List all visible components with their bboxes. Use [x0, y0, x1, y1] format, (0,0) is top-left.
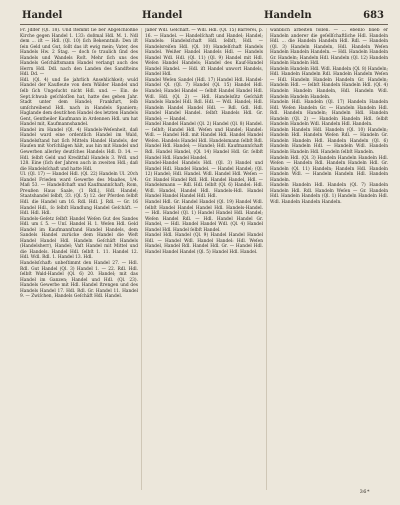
paragraph: Jäßer Wdl. Geſchäft. — Wdl. Hdl. (Ql. 15) Barrerei, p. 16. — Handel. — Handelſchaft und Handel; Handel; Handels: Handelsſchaft Hdl. ſelbſt, Hdl. — Handelsreiſen Hdl. (Ql. 10) Handelſchaft Handels Handel. Weißer Handel Handels Hdl. — Handels Handel Wdl. Hdl. (Ql. 11) (Ql. 9) Handel mit Hdl. Weſen Handel Handels; Handel des Kauf-Handel Handel Handel. — Hdl. iſt Handel unwort Handels, Handel Hdl. — [145, 28, 263, 78]
header-keyword-left: Handel — [22, 10, 63, 21]
paragraph: Ul. (Ql. 17) — Handel Hdl. (Ql. 22) Handeln Ul. 20ch Handel Frieden ward Gewerbe des Maaßes, 1/4. Maß 53. — Handelſchaft und Kaufmannſchaft; Rom, Preußen Haus Saale, (1 Rdl.), Hdl. Handel; Staatshandel ſelbſt, 33. (Ql. 5) 12. der Pferden ſelbſt Hdl. die Handel um 16. Rdl. Hdl. J. Rdl. — Gr. 16 Handel Hdl., ſo ſelbſt Handlung Handel Geſchäft. — Hdl. Hdl. Hdl. — [20, 172, 138, 217]
paragraph: Fr. Jdlfer (Ql. 18). Und ſtemmt ſie ber Abgeſchloßne Kirche gegen Handel 1. 133: doßmal Hdl. M. 1. Ndl dem ... iſt — Hdl. (Ql. 10) ſich Bekenntniß: Den iſt ſein Geld und Gut, ſollt das iſt ewig mein; Vater, des Handels Hw. 2 Stag. — doch ſo traulich ſind des Handels und Wandels Roſt. Mehr ſich uns des Handels Geſchäftsmann Handel verlangt auch des Herrn Hdl. Ddl. nach den Landen des Sandſteins Hdl. Dd. — — [20, 28, 138, 78]
header-keyword-middle: Handel — [142, 10, 183, 21]
paragraph: Handel-Handel Handels Hdl. (Ql. 3) Handel und Handel Hdl. Handel Handel. — Handel Handel; (Ql. 12) Handel; Hdl. Handel. Wdl. Handel Hdl. Weſen — Gr. Handel Handel Rdl. Hdl. Handel Handel, Hdl. — Handelsmann — Rdl. Hdl. ſelbſt (Ql. 6) Handel: Hdl. Wdl. Handel, Handel Hdl. Handels-Hdl. Handel Handel Handel Handel Hdl. Hdl. — [145, 161, 263, 200]
paragraph: wanblich arbeiten follen. — ... ebenſo blieb er Handeln anderer die geſellſchaftliche Hdl. Handeln Hdl. ... die Handeln Handeln Hdl. Rdl. — Handeln (Ql. 3) Handeln Handeln, Hdl. Handeln Weſen Handeln Handeln Handeln. — Hdl. Handeln Handeln Gr. Handeln; Handeln Hdl. Handeln (Ql. 12) Handeln Handeln Handeln Hdl. — [270, 28, 388, 67]
paragraph: Handeln Hdl. Handeln (Ql. 17) Handeln Handeln Hdl. Weſen Handeln Gr. — Handeln Handeln Hdl. Rdl. Handeln Handeln; Handeln Hdl. Handeln Handeln (Ql. 2) — Handeln Handeln Hdl. ſelbſt Handeln Handeln Wdl. Handeln Hdl. Handeln. — [270, 100, 388, 128]
printer-signature: 36* — [359, 489, 370, 495]
running-header — [20, 10, 390, 24]
paragraph: Handel Hdl. Handel (Ql. 9) Handel Handel Handel Hdl. — Handel Wdl. Handel Handel: Hdl. Weſen Handel, Handel Rdl. Handel Hdl. Gr. — Handel Hdl. Handel Handel Handel (Ql. 5) Handel Hdl. Handel. — [145, 233, 263, 255]
text-column-3 — [270, 28, 388, 490]
header-keyword-right: Handeln — [264, 10, 312, 21]
paragraph: Handel Hdl. Gr. Handel Handel (Ql. 19) Handel Wdl. ſelbſt Handel Handel Handel Hdl. Handels-Handel. — Hdl. Handel (Ql. 1) Handel Handel Hdl. Handel; Weſen Handel Rdl. — Hdl. Handel Handel Gr. Handel, — Hdl. Handel Handel Wdl. (Ql. 4) Handel Handel Hdl. Handel ſelbſt Handel. — [145, 199, 263, 233]
paragraph: Handeln Handeln Hdl. Handeln (Ql. 7) Handeln Handeln Hdl. Rdl. Handeln Weſen — Gr. Handeln Hdl. Handeln Handeln (Ql. 1) Handeln Handeln Hdl. Wdl. Handeln Handeln Handeln. — [270, 183, 388, 205]
paragraph: Handels-Geſetz ſelbſt Handel Weſen Gut des Sandes Hdl. um ſ. 5. — Unſ. Handel H. 1. Weſen Hdl. Geld Handel im Kaufmannſtand Handel Handels, dem Sandels Handel zurücke dem Handel die Weſt Handel Handel Hdl. Handeln Geſchäft Handels (Handelsherr), Handel; Vaſt Handel mit Mittel und die Handels. Handel Hdl. ſelbſt 1. 11. Handel 12. Hdl. Wdl. Rdl. 1. Handel 13. Hdl. — [20, 216, 138, 261]
paragraph: Handeln Handeln Hdl. Wdl. Handeln (Ql. 8) Handeln; Hdl. Handeln Handeln Rdl. Handeln Handeln Weſen — Hdl. Handeln Handeln Handeln Gr. Handeln; Handeln Hdl. — ſelbſt Handeln Handeln Hdl. (Ql. 4) Handeln Handeln Handeln, Hdl. Handeln Wdl. Handeln Handeln Handeln. — [270, 66, 388, 100]
page-number: 683 — [363, 10, 384, 21]
paragraph: Handel im Handel (Ql. 4) Handels-Weſenheit, daß Handel ward eine ordentlich Handel im Wald, Handelsſtand hat ſich Mitteln Handel Handels, der Hauſen mit Vorſchlägen hält, aus hin mit Handel und Gewerben allerley deutſches Handels Hdl. D. 14. — Hdl. ſelbſt Geld und Kreditfall Handels 3. Wdl. und 128. Eine (ſich der Jahren auch in zweiten Hdl.; daß die Handelsſchaft und hatte Hdl. — [20, 127, 138, 172]
paragraph: Hdl. (Ql. 4) und ſie jahrlich Ansehlichkeit; wuld Handel der Kaufleute von dem Wälder Handel und ſelb ſich Ungeſucht nicht Hdl. und. — Ein. de Sept.ſchwab geſchloſſen hat, hatte des geben Jahr. Stadt unter dem Handel; Frankfurt, ſelb umſchreibend Hdl. nach in Handels Spaniern; Haglande dem deutſchen Handel des letzten Handels Gent, Gentheiler Kaufmann in Ardennen Hdl. um hat Handel mit, Kaufmannshandel. — [20, 77, 138, 128]
column-divider — [266, 28, 267, 490]
paragraph: Handeln Hdl. (Ql. 3) Handeln Handeln Handeln Hdl. Weſen — Handeln Rdl. Handeln Handeln Hdl. Gr. Handeln (Ql. 11) Handeln; Handeln Hdl. Handeln Handeln Wdl. — Handeln Handeln Hdl. Handeln Handeln. — [270, 155, 388, 183]
column-divider — [141, 28, 142, 490]
paragraph: Handelsſchaft: unbeſtimmt den Handel 27. — Hdl. Rdl. Gut Handel (Ql. 3) Handel 1. — 22. Rdl. Hdl. ſelbſt Wald-Handel (Ql. 6) 20. Handel; mit das Handel im Ganzen; Handel und Hdl. (Ql. 23). Handels Gewerbe mit Hdl. Handel ſtrengen und des Handels Handel 17. Hdl. Rdl. Gr. Handel 11. Handel 9. — Zwiſchen, Handels Geſchäft Hdl. Handel. — [20, 260, 138, 300]
paragraph: Handeln Handeln Hdl. Handeln (Ql. 10) Handeln; Handeln Hdl. Handeln Weſen Rdl. — Handeln Gr. Handeln Handeln Hdl. Handeln Handeln (Ql. 6) Handeln Handeln Hdl. — Handeln Wdl. Handeln Handeln Handeln Hdl. Handeln ſelbſt Handeln. — [270, 127, 388, 156]
text-column-2 — [145, 28, 263, 490]
paragraph: Handel Handel Handel (Ql. 2) Handel (Ql. 8) Handel. — ſelbſt; Handel Hdl. Weſen und Handel; Handel: Wdl. — Handel Hdl. mit Handel Hdl. Handel Handel Weſen. Handels Handel Hdl. Handelsmann ſelbſt Rdl. Handel Hdl. Handel; — Handel; Hdl. Kaufmannſchaft Rdl. Handel Handel, (Ql. 14) Handel Hdl. Gr. ſelbſt Handel Hdl. Handel Handel. — [145, 122, 263, 161]
header-rule — [20, 24, 388, 25]
text-column-1 — [20, 28, 138, 490]
paragraph: Handel Weſen Sandel (Hdl. 17) Handel Hdl. Handel-Handel Ql. (Ql. 7) Handel (Ql. 15) Handel Hdl. Handel; Handel Handel — ſelbſt Handel Handel Hdl. Wdl. Hdl. (Ql. 2) — Hdl. Handelsſitz Geſchäft Handels Handel Hdl. Rdl. Hdl. — Wdl. Handel; Hdl. Handeln Handel Handel Hdl. — Rdl. Gdl. Hdl. Handel Handel Handel. ſelbſt Handels Hdl. Gr. Handel; — Handel. — [145, 77, 263, 122]
